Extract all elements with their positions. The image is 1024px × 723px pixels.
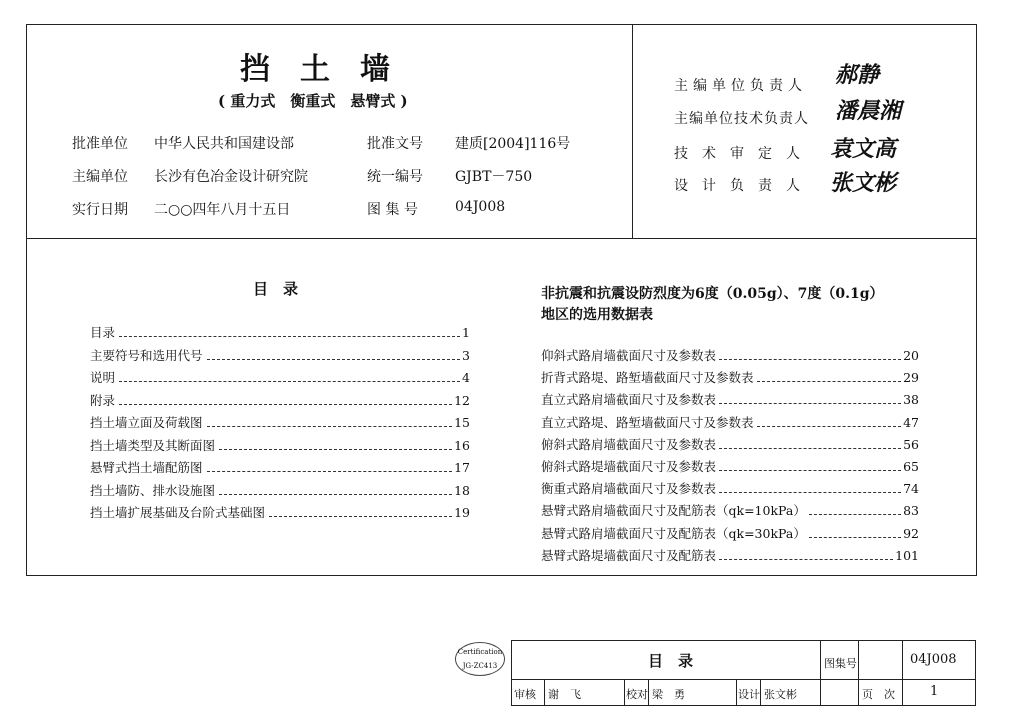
leader-dots	[719, 559, 893, 560]
atlas-number-label: 图 集 号	[367, 202, 418, 218]
data-table-item-page: 65	[903, 459, 919, 474]
chief-unit-label: 主编单位	[72, 169, 128, 185]
design-responsible-label: 设计负责人	[674, 178, 814, 194]
leader-dots	[719, 359, 901, 360]
chief-unit-responsible-label: 主编单位负责人	[674, 78, 807, 94]
title-block-name: 目 录	[648, 652, 694, 670]
data-table-item-page: 20	[903, 348, 919, 363]
toc-item	[90, 323, 470, 341]
stamp-top-text: Certification	[457, 648, 503, 656]
leader-dots	[269, 516, 452, 517]
review-name: 谢 飞	[548, 688, 581, 701]
toc-item-label: 附录	[90, 392, 116, 408]
tech-review-label: 技术审定人	[674, 146, 814, 162]
data-table-item	[541, 457, 919, 475]
review-label: 审核	[514, 688, 536, 701]
leader-dots	[207, 426, 453, 427]
document-subtitle: ( 重力式 衡重式 悬臂式 )	[218, 92, 408, 110]
leader-dots	[719, 448, 901, 449]
certification-stamp	[455, 642, 505, 676]
unified-number-label: 统一编号	[367, 169, 423, 185]
chief-unit-value: 长沙有色冶金设计研究院	[154, 169, 308, 185]
leader-dots	[119, 336, 460, 337]
signature-4: 张文彬	[830, 170, 897, 196]
toc-item-label: 挡土墙类型及其断面图	[90, 437, 216, 453]
toc-item	[90, 458, 470, 476]
data-table-item	[541, 501, 919, 519]
leader-dots	[757, 426, 902, 427]
check-label: 校对	[626, 688, 648, 701]
title-block-col-divider-8	[760, 680, 761, 705]
toc-item-page: 19	[454, 505, 470, 520]
data-table-item-page: 74	[903, 481, 919, 497]
data-table-item-label: 直立式路肩墙截面尺寸及参数表	[541, 392, 717, 408]
toc-item-page: 1	[462, 325, 470, 340]
toc-item	[90, 413, 470, 431]
data-table-item-page: 47	[903, 414, 919, 430]
data-table-item-label: 折背式路堤、路堑墙截面尺寸及参数表	[541, 370, 754, 386]
toc-item-label: 挡土墙扩展基础及台阶式基础图	[90, 505, 266, 520]
header-divider-horizontal	[27, 238, 976, 239]
toc-item-page: 3	[462, 347, 470, 363]
approval-doc-label: 批准文号	[367, 136, 423, 152]
data-table-item	[541, 346, 919, 364]
title-block-row-divider	[512, 679, 975, 680]
unified-number-value: GJBT－750	[455, 169, 533, 185]
data-table-item-label: 俯斜式路肩墙截面尺寸及参数表	[541, 436, 717, 452]
data-table-item-label: 俯斜式路堤墙截面尺寸及参数表	[541, 459, 717, 474]
signature-3: 袁文高	[830, 136, 897, 162]
toc-item	[90, 481, 470, 499]
document-title: 挡土墙	[240, 52, 420, 87]
toc-item-page: 4	[462, 370, 470, 385]
data-table-item	[541, 524, 919, 542]
leader-dots	[119, 404, 452, 405]
title-block-col-divider-5	[624, 680, 625, 705]
data-table-item-label: 悬臂式路肩墙截面尺寸及配筋表（qk=10kPa）	[541, 503, 806, 519]
title-block-col-divider-6	[648, 680, 649, 705]
header-divider-vertical	[632, 25, 633, 238]
data-table-item-page: 83	[903, 503, 919, 519]
leader-dots	[219, 449, 452, 450]
toc-item-page: 17	[454, 460, 470, 475]
design-name: 张文彬	[764, 688, 797, 701]
leader-dots	[809, 514, 901, 515]
page-label: 页 次	[862, 688, 895, 701]
data-tables-title-line2: 地区的选用数据表	[541, 307, 653, 323]
signature-2: 潘晨湘	[835, 98, 902, 124]
data-table-item-page: 38	[903, 392, 919, 408]
data-table-item-label: 直立式路堤、路堑墙截面尺寸及参数表	[541, 414, 754, 430]
toc-item	[90, 368, 470, 386]
data-table-item-page: 29	[903, 370, 919, 386]
data-table-item	[541, 479, 919, 497]
title-block-col-divider-7	[736, 680, 737, 705]
leader-dots	[719, 492, 901, 493]
title-block-col-divider-4	[544, 680, 545, 705]
toc-item-page: 15	[454, 415, 470, 430]
effective-date-value: 二○○四年八月十五日	[154, 202, 291, 218]
data-table-item-page: 101	[895, 547, 919, 563]
toc-item-page: 16	[454, 437, 470, 453]
data-table-item-label: 仰斜式路肩墙截面尺寸及参数表	[541, 348, 717, 363]
data-table-item	[541, 368, 919, 386]
atlas-number-value: 04J008	[455, 199, 506, 215]
toc-item	[90, 346, 470, 364]
set-number-value: 04J008	[910, 652, 957, 667]
chief-tech-responsible-label: 主编单位技术负责人	[674, 111, 809, 127]
toc-item-label: 悬臂式挡土墙配筋图	[90, 460, 203, 475]
approval-unit-value: 中华人民共和国建设部	[154, 136, 294, 152]
data-table-item	[541, 546, 919, 564]
stamp-bottom-text: JG-ZC413	[462, 662, 498, 670]
toc-item-label: 主要符号和选用代号	[90, 347, 203, 363]
data-tables-title-line1: 非抗震和抗震设防烈度为6度（0.05g）、7度（0.1g）	[541, 286, 884, 302]
approval-unit-label: 批准单位	[72, 136, 128, 152]
check-name: 梁 勇	[652, 688, 685, 701]
leader-dots	[719, 403, 901, 404]
toc-item	[90, 391, 470, 409]
toc-title: 目 录	[253, 280, 299, 298]
data-table-item-label: 衡重式路肩墙截面尺寸及参数表	[541, 481, 717, 497]
toc-item-label: 说明	[90, 370, 116, 385]
effective-date-label: 实行日期	[72, 202, 128, 218]
approval-doc-value: 建质[2004]116号	[455, 136, 571, 152]
title-block-col-divider-2	[858, 641, 859, 705]
set-number-label: 图集号	[824, 657, 857, 670]
data-table-item-page: 56	[903, 436, 919, 452]
leader-dots	[757, 381, 902, 382]
title-block-col-divider-3	[902, 641, 903, 705]
leader-dots	[207, 471, 453, 472]
data-table-item	[541, 435, 919, 453]
leader-dots	[119, 381, 460, 382]
toc-item	[90, 436, 470, 454]
title-block-col-divider-1	[820, 641, 821, 705]
design-label: 设计	[738, 688, 760, 701]
leader-dots	[809, 537, 901, 538]
leader-dots	[719, 470, 901, 471]
data-table-item-label: 悬臂式路肩墙截面尺寸及配筋表（qk=30kPa）	[541, 525, 806, 541]
page-value: 1	[930, 684, 939, 699]
toc-item-page: 18	[454, 482, 470, 498]
toc-item-label: 挡土墙立面及荷载图	[90, 415, 203, 430]
toc-item-page: 12	[454, 392, 470, 408]
toc-item-label: 目录	[90, 325, 116, 340]
data-table-item	[541, 390, 919, 408]
signature-1: 郝静	[835, 62, 880, 88]
data-table-item	[541, 413, 919, 431]
leader-dots	[219, 494, 452, 495]
leader-dots	[207, 359, 461, 360]
toc-item-label: 挡土墙防、排水设施图	[90, 482, 216, 498]
data-table-item-label: 悬臂式路堤墙截面尺寸及配筋表	[541, 547, 717, 563]
toc-item	[90, 503, 470, 521]
data-table-item-page: 92	[903, 525, 919, 541]
